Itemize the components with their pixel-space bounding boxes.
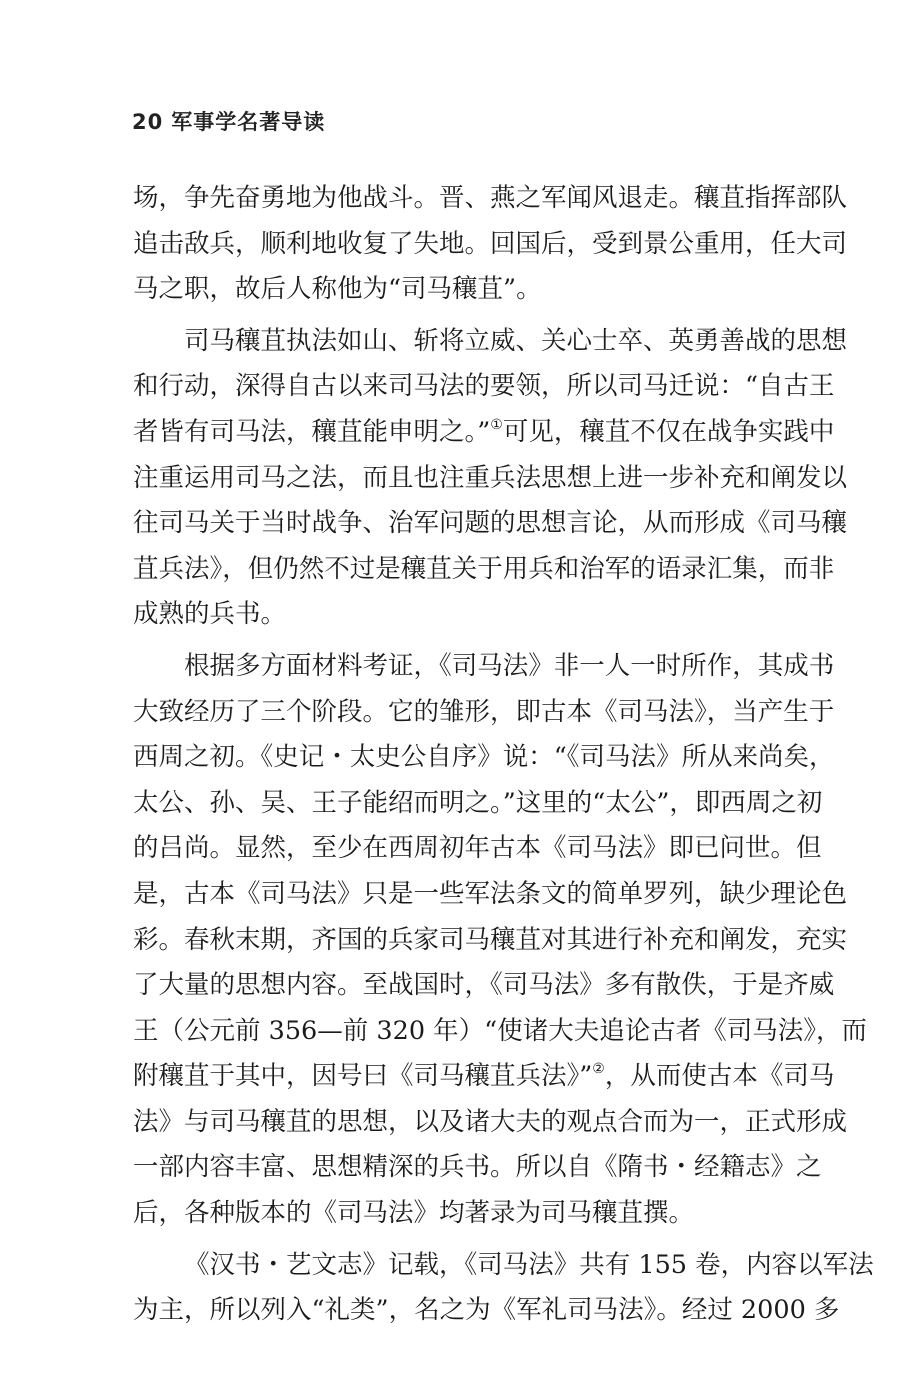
paragraph [133, 176, 848, 313]
text-line: 是，古本《司马法》只是一些军法条文的简单罗列，缺少理论色 [133, 878, 848, 909]
paragraph [133, 319, 848, 638]
text-line: 西周之初。《史记・太史公自序》说：“《司马法》所从来尚矣， [133, 742, 835, 773]
page-number: 20 [132, 110, 164, 134]
text-line: 司马穰苴执法如山、斩将立威、关心士卒、英勇善战的思想 [184, 325, 848, 356]
paragraph [133, 1243, 874, 1334]
text-line: 马之职，故后人称他为“司马穰苴”。 [133, 274, 542, 305]
running-header [132, 106, 325, 136]
text-line: 大致经历了三个阶段。它的雏形，即古本《司马法》，当产生于 [133, 696, 835, 727]
text-line: 为主，所以列入“礼类”，名之为《军礼司马法》。经过 2000 多 [133, 1295, 840, 1326]
text-line: 太公、孙、吴、王子能绍而明之。”这里的“太公”，即西周之初 [133, 787, 823, 818]
text-line: 《汉书・艺文志》记载，《司马法》共有 155 卷，内容以军法 [184, 1249, 874, 1280]
text-line: 追击敌兵，顺利地收复了失地。回国后，受到景公重用，任大司 [133, 228, 848, 259]
text-line: 法》与司马穰苴的思想，以及诸大夫的观点合而为一，正式形成 [133, 1106, 848, 1137]
footnote-marker: ② [592, 1061, 605, 1078]
text-line: 成熟的兵书。 [133, 599, 287, 630]
text-line: 注重运用司马之法，而且也注重兵法思想上进一步补充和阐发以 [133, 462, 848, 493]
text-line: 者皆有司马法，穰苴能申明之。”①可见，穰苴不仅在战争实践中 [133, 416, 835, 447]
book-title: 军事学名著导读 [171, 110, 326, 134]
footnote-marker: ① [490, 416, 503, 433]
text-line: 和行动，深得自古以来司马法的要领，所以司马迁说：“自古王 [133, 371, 835, 402]
paragraph [133, 644, 867, 1237]
text-line: 彩。春秋末期，齐国的兵家司马穰苴对其进行补充和阐发，充实 [133, 924, 848, 955]
text-line: 后，各种版本的《司马法》均著录为司马穰苴撰。 [133, 1198, 695, 1229]
text-line: 一部内容丰富、思想精深的兵书。所以自《隋书・经籍志》之 [133, 1152, 822, 1183]
body-text [133, 176, 874, 1334]
text-line: 根据多方面材料考证，《司马法》非一人一时所作，其成书 [184, 650, 835, 681]
text-line: 往司马关于当时战争、治军问题的思想言论，从而形成《司马穰 [133, 508, 848, 539]
text-line: 苴兵法》，但仍然不过是穰苴关于用兵和治军的语录汇集，而非 [133, 553, 835, 584]
text-line: 的吕尚。显然，至少在西周初年古本《司马法》即已问世。但 [133, 833, 822, 864]
text-line: 场，争先奋勇地为他战斗。晋、燕之军闻风退走。穰苴指挥部队 [133, 183, 848, 213]
text-line: 了大量的思想内容。至战国时，《司马法》多有散佚，于是齐威 [133, 970, 835, 1001]
text-line: 附穰苴于其中，因号曰《司马穰苴兵法》”②，从而使古本《司马 [133, 1061, 835, 1092]
text-line: 王（公元前 356—前 320 年）“使诸大夫追论古者《司马法》，而 [133, 1015, 867, 1046]
